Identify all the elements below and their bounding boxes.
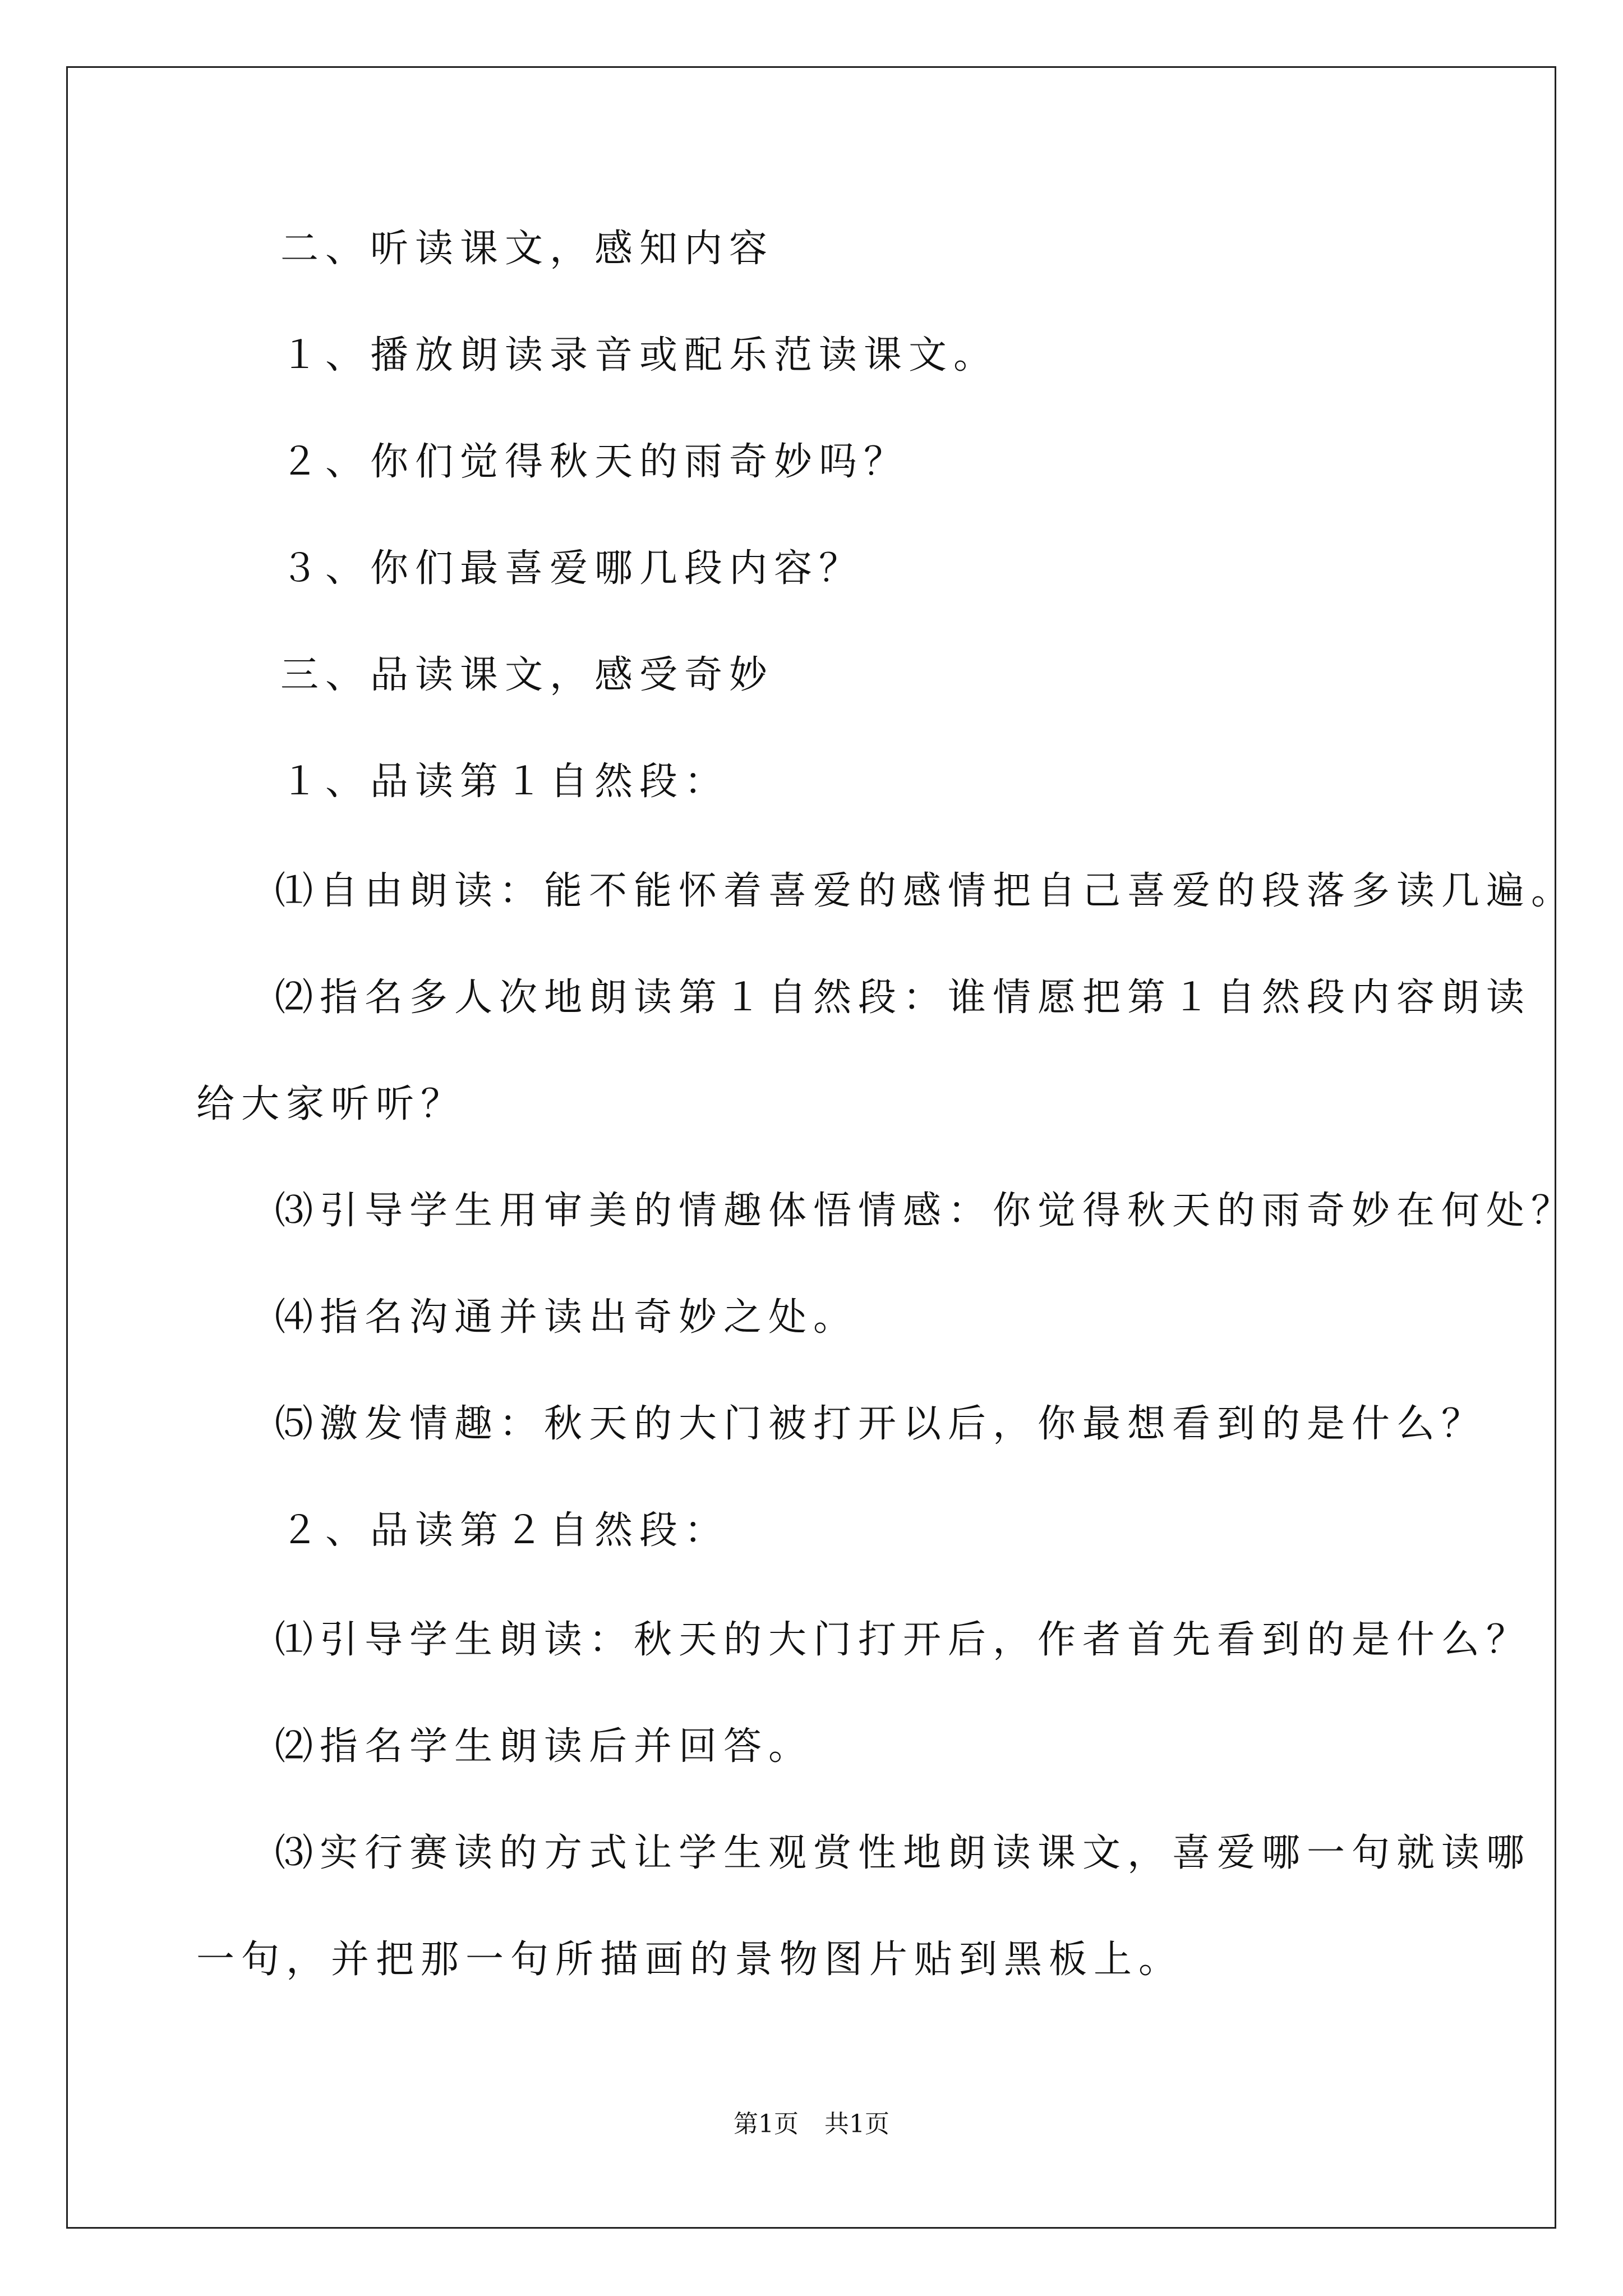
- text-line: 给大家听听？: [196, 1082, 466, 1126]
- text-line: １、品读第１自然段：: [280, 760, 730, 804]
- text-line: ⑶引导学生用审美的情趣体悟情感：你觉得秋天的雨奇妙在何处？: [275, 1189, 1576, 1233]
- text-line: 一句，并把那一句所描画的景物图片贴到黑板上。: [196, 1938, 1184, 1982]
- section-heading-3: 三、品读课文，感受奇妙: [280, 653, 774, 697]
- page-border: [66, 66, 1556, 2229]
- text-line: ２、品读第２自然段：: [280, 1508, 730, 1553]
- page-total: 共1页: [824, 2110, 889, 2138]
- text-line: ⑵指名学生朗读后并回答。: [275, 1724, 814, 1769]
- section-heading-2: 二、听读课文，感知内容: [280, 227, 774, 271]
- text-line: ⑷指名沟通并读出奇妙之处。: [275, 1295, 859, 1340]
- page-footer: [0, 2112, 1623, 2137]
- text-line: ⑵指名多人次地朗读第１自然段：谁情愿把第１自然段内容朗读: [275, 976, 1532, 1020]
- text-line: ３、你们最喜爱哪几段内容？: [280, 546, 864, 591]
- text-line: １、播放朗读录音或配乐范读课文。: [280, 333, 999, 378]
- text-line: ⑴自由朗读：能不能怀着喜爱的感情把自己喜爱的段落多读几遍。: [275, 869, 1576, 913]
- text-line: ⑸激发情趣：秋天的大门被打开以后，你最想看到的是什么？: [275, 1402, 1487, 1446]
- text-line: ２、你们觉得秋天的雨奇妙吗？: [280, 440, 909, 484]
- text-line: ⑴引导学生朗读：秋天的大门打开后，作者首先看到的是什么？: [275, 1618, 1532, 1662]
- page-number: 第1页: [734, 2110, 799, 2138]
- text-line: ⑶实行赛读的方式让学生观赏性地朗读课文，喜爱哪一句就读哪: [275, 1831, 1532, 1875]
